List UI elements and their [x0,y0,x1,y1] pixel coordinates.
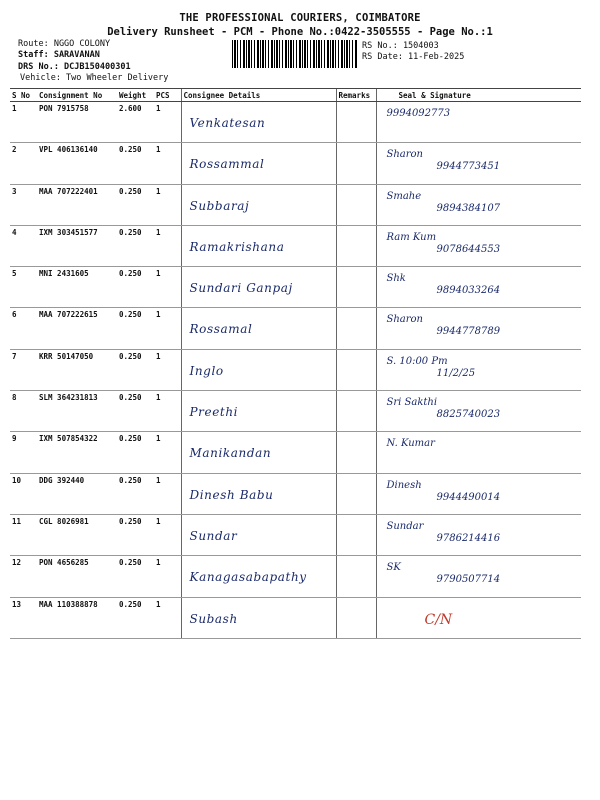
row-pcs: 1 [154,225,181,266]
table-row [10,267,581,308]
row-pcs: 1 [154,514,181,555]
consignee-handwriting: Subbaraj [189,198,250,213]
row-weight: 0.250 [117,143,154,184]
row-weight: 0.250 [117,556,154,597]
row-consignment-no: KRR 50147050 [37,349,117,390]
row-signature [376,184,581,225]
consignee-handwriting: Venkatesan [189,116,266,130]
row-signature [376,597,581,638]
row-consignee [181,184,336,225]
table-row [10,102,581,143]
signature-phone: 9944773451 [436,161,501,173]
consignee-handwriting: Sundari Ganpaj [189,281,293,296]
row-signature [376,391,581,432]
row-weight: 0.250 [117,184,154,225]
row-consignment-no: VPL 406136140 [37,143,117,184]
consignee-handwriting: Ramakrishana [189,239,285,254]
table-row [10,143,581,184]
signature-handwriting: Sri Sakthi [386,397,438,409]
consignee-handwriting: Inglo [189,363,224,378]
row-consignee [181,102,336,143]
col-consignment: Consignment No [37,89,117,102]
row-remarks [336,102,376,143]
meta-right [362,41,464,63]
consignee-handwriting: Preethi [189,405,239,420]
row-consignee [181,514,336,555]
consignee-handwriting: Rossamal [189,322,253,337]
row-weight: 0.250 [117,432,154,473]
row-sno: 4 [10,225,37,266]
rs-date-text: RS Date: 11-Feb-2025 [362,52,465,62]
row-weight: 2.600 [117,102,154,143]
row-consignee [181,391,336,432]
staff-text: Staff: SARAVANAN [18,50,100,60]
table-header-row [10,89,581,102]
row-consignee [181,597,336,638]
row-weight: 0.250 [117,597,154,638]
row-consignment-no: MNI 2431605 [37,267,117,308]
row-consignment-no: MAA 707222401 [37,184,117,225]
signature-phone: 11/2/25 [436,367,476,379]
signature-handwriting: Sundar [386,520,424,532]
col-signature: Seal & Signature [376,89,581,102]
row-pcs: 1 [154,143,181,184]
row-signature [376,102,581,143]
signature-handwriting: S. 10:00 Pm [386,355,448,367]
consignee-handwriting: Sundar [189,528,238,543]
document-title: THE PROFESSIONAL COURIERS, COIMBATORE [179,12,421,24]
row-remarks [336,184,376,225]
row-consignment-no: IXM 303451577 [37,225,117,266]
signature-phone: 9894384107 [436,202,501,214]
signature-handwriting: N. Kumar [386,438,435,450]
row-signature [376,143,581,184]
row-pcs: 1 [154,432,181,473]
row-weight: 0.250 [117,225,154,266]
row-pcs: 1 [154,556,181,597]
consignee-handwriting: Rossammal [189,157,265,172]
table-row [10,556,581,597]
row-remarks [336,143,376,184]
row-consignment-no: MAA 110388878 [37,597,117,638]
row-consignment-no: DDG 392440 [37,473,117,514]
row-remarks [336,349,376,390]
table-row [10,391,581,432]
row-signature [376,432,581,473]
table-row [10,349,581,390]
row-weight: 0.250 [117,473,154,514]
rs-no-text: RS No.: 1504003 [362,41,439,51]
row-pcs: 1 [154,102,181,143]
table-row [10,432,581,473]
signature-phone: 9078644553 [436,243,501,255]
row-sno: 3 [10,184,37,225]
row-remarks [336,473,376,514]
row-consignment-no: IXM 507854322 [37,432,117,473]
vehicle-text: Vehicle: Two Wheeler Delivery [20,73,169,83]
signature-phone: 9786214416 [436,532,501,544]
row-pcs: 1 [154,267,181,308]
row-signature [376,267,581,308]
row-consignee [181,556,336,597]
table-row [10,514,581,555]
row-weight: 0.250 [117,391,154,432]
signature-handwriting: Shk [386,273,406,285]
row-sno: 6 [10,308,37,349]
row-sno: 13 [10,597,37,638]
row-consignment-no: CGL 8026981 [37,514,117,555]
row-consignment-no: PON 7915758 [37,102,117,143]
consignee-handwriting: Subash [189,611,238,626]
col-sno: S No [10,89,37,102]
table-row [10,225,581,266]
table-row [10,597,581,638]
row-signature [376,556,581,597]
row-sno: 8 [10,391,37,432]
row-pcs: 1 [154,473,181,514]
row-sno: 9 [10,432,37,473]
col-pcs: PCS [154,89,181,102]
row-weight: 0.250 [117,514,154,555]
barcode [232,40,358,68]
col-consignee: Consignee Details [181,89,336,102]
row-remarks [336,391,376,432]
row-sno: 10 [10,473,37,514]
drs-text: DRS No.: DCJB150400301 [18,62,131,72]
row-signature [376,514,581,555]
signature-phone: 8825740023 [436,409,501,421]
row-remarks [336,597,376,638]
document-subtitle: Delivery Runsheet - PCM - Phone No.:0422-3505555 - Page No.:1 [107,26,493,38]
row-sno: 1 [10,102,37,143]
runsheet-table [10,88,581,639]
row-pcs: 1 [154,308,181,349]
signature-handwriting: Ram Kum [386,231,437,243]
signature-phone: 9944490014 [436,491,501,503]
row-consignment-no: MAA 707222615 [37,308,117,349]
row-pcs: 1 [154,184,181,225]
row-sno: 7 [10,349,37,390]
row-remarks [336,267,376,308]
row-consignee [181,225,336,266]
row-pcs: 1 [154,597,181,638]
table-row [10,184,581,225]
signature-phone: 9944778789 [436,326,501,338]
row-pcs: 1 [154,349,181,390]
table-row [10,308,581,349]
row-sno: 12 [10,556,37,597]
consignee-handwriting: Dinesh Babu [189,487,274,502]
row-consignee [181,349,336,390]
row-weight: 0.250 [117,349,154,390]
row-signature [376,473,581,514]
row-consignee [181,473,336,514]
row-consignment-no: PON 4656285 [37,556,117,597]
col-weight: Weight [117,89,154,102]
signature-handwriting: Dinesh [386,479,422,491]
signature-phone: 9894033264 [436,285,501,297]
route-text: Route: NGGO COLONY [18,39,111,49]
signature-handwriting: Smahe [386,190,422,202]
row-signature [376,349,581,390]
signature-handwriting: 9994092773 [386,108,451,119]
row-sno: 2 [10,143,37,184]
signature-handwriting: SK [386,562,401,574]
row-weight: 0.250 [117,267,154,308]
row-sno: 11 [10,514,37,555]
row-signature [376,308,581,349]
row-remarks [336,432,376,473]
row-sno: 5 [10,267,37,308]
row-consignee [181,143,336,184]
col-remarks: Remarks [336,89,376,102]
consignee-handwriting: Manikandan [189,446,272,461]
row-consignment-no: SLM 364231813 [37,391,117,432]
row-remarks [336,308,376,349]
row-consignee [181,308,336,349]
row-remarks [336,225,376,266]
row-weight: 0.250 [117,308,154,349]
row-pcs: 1 [154,391,181,432]
row-consignee [181,267,336,308]
row-signature [376,225,581,266]
row-consignee [181,432,336,473]
signature-phone: 9790507714 [436,574,501,586]
signature-handwriting: C/N [424,611,453,628]
table-row [10,473,581,514]
row-remarks [336,556,376,597]
signature-handwriting: Sharon [386,314,423,326]
consignee-handwriting: Kanagasabapathy [189,570,307,585]
signature-handwriting: Sharon [386,149,423,161]
meta-left [18,39,168,84]
row-remarks [336,514,376,555]
